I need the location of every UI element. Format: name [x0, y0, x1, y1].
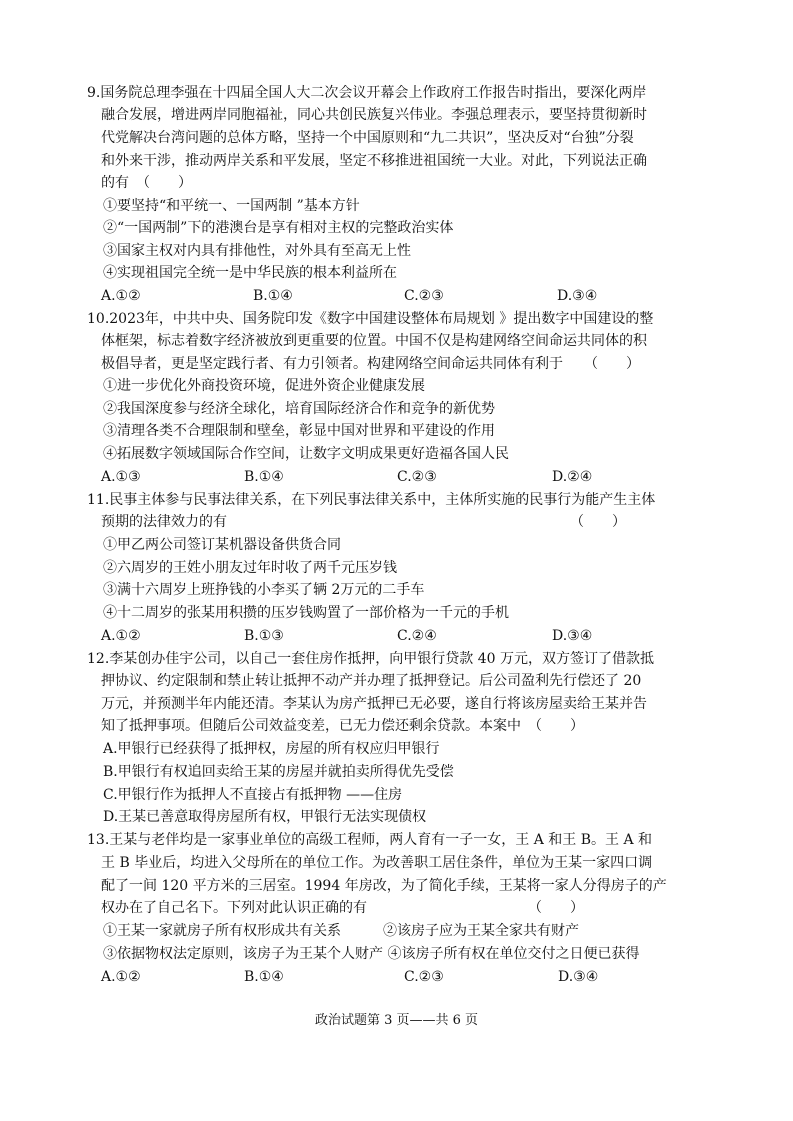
choice-c: C.②③: [397, 469, 437, 485]
question-11-statement: ②六周岁的王姓小朋友过年时收了两千元压岁钱: [103, 560, 397, 576]
choice-d: D.③④: [557, 288, 598, 304]
question-10-statement: ①进一步优化外商投资环境，促进外资企业健康发展: [103, 378, 425, 394]
choice-c: C.②③: [404, 288, 444, 304]
choice-a: A.①②: [101, 628, 141, 644]
choice-b: B.①④: [244, 969, 284, 985]
question-11-statement: ④十二周岁的张某用积攒的压岁钱购置了一部价格为一千元的手机: [103, 605, 509, 621]
choice-d: D.③④: [558, 969, 599, 985]
question-11-statement: ③满十六周岁上班挣钱的小李买了辆 2万元的二手车: [103, 582, 425, 598]
choice-d: D.③④: [552, 628, 593, 644]
question-9-statement: ③国家主权对内具有排他性，对外具有至高无上性: [103, 243, 411, 259]
question-9-statement: ②“一国两制”下的港澳台是享有相对主权的完整政治实体: [103, 220, 454, 236]
question-13-stem-line: 权办在了自己名下。下列对此认识正确的有 （ ）: [101, 900, 584, 916]
choice-d: D.②④: [552, 469, 593, 485]
question-9-stem-line: 的有 （ ）: [101, 175, 192, 191]
question-10-stem-line: 极倡导者，更是坚定践行者、有力引领者。构建网络空间命运共同体有利于 （ ）: [101, 356, 640, 372]
choice-b: B.①④: [244, 469, 284, 485]
question-12-option-a: A.甲银行已经获得了抵押权，房屋的所有权应归甲银行: [103, 741, 440, 757]
question-10-statement: ④拓展数字领域国际合作空间，让数字文明成果更好造福各国人民: [103, 446, 509, 462]
question-11-stem-line: 预期的法律效力的有 （ ）: [101, 514, 626, 530]
question-13-stem-line: 13.王某与老伴均是一家事业单位的高级工程师，两人育有一子一女，王 A 和王 B。王 A 和: [87, 832, 653, 848]
question-10-choices: [101, 467, 621, 487]
choice-a: A.①②: [101, 969, 141, 985]
question-9-stem-line: 9.国务院总理李强在十四届全国人大二次会议开幕会上作政府工作报告时指出，要深化两岸: [87, 85, 647, 101]
question-13-statement-line: ③依据物权法定原则，该房子为王某个人财产 ④该房子所有权在单位交付之日便已获得: [103, 946, 640, 962]
question-10-statement: ②我国深度参与经济全球化，培育国际经济合作和竞争的新优势: [103, 401, 495, 417]
question-12-option-d: D.王某已善意取得房屋所有权，甲银行无法实现债权: [103, 809, 427, 825]
question-13-stem-line: 配了一间 120 平方米的三居室。1994 年房改，为了简化手续，王某将一家人分得房子的产: [101, 878, 667, 894]
question-9-choices: [101, 286, 621, 306]
choice-c: C.②④: [397, 628, 437, 644]
question-12-option-b: B.甲银行有权追回卖给王某的房屋并就拍卖所得优先受偿: [103, 764, 454, 780]
question-9-stem-line: 和外来干涉，推动两岸关系和平发展，坚定不移推进祖国统一大业。对此，下列说法正确: [101, 153, 647, 169]
question-11-choices: [101, 626, 621, 646]
question-9-statement: ④实现祖国完全统一是中华民族的根本利益所在: [103, 265, 397, 281]
question-12-stem-line: 押协议、约定限制和禁止转让抵押不动产并办理了抵押登记。后公司盈利先行偿还了 20: [101, 673, 642, 689]
choice-b: B.①③: [244, 628, 284, 644]
question-10-statement: ③清理各类不合理限制和壁垒，彰显中国对世界和平建设的作用: [103, 423, 495, 439]
question-10-stem-line: 体框架，标志着数字经济被放到更重要的位置。中国不仅是构建网络空间命运共同体的积: [101, 333, 647, 349]
question-12-stem-line: 万元，并预测半年内能还清。李某认为房产抵押已无必要，遂自行将该房屋卖给王某并告: [101, 696, 647, 712]
question-13-statement-line: ①王某一家就房子所有权形成共有关系 ②该房子应为王某全家共有财产: [103, 923, 579, 939]
question-13-stem-line: 王 B 毕业后，均进入父母所在的单位工作。为改善职工居住条件，单位为王某一家四口调: [101, 855, 653, 871]
choice-b: B.①④: [253, 288, 293, 304]
question-11-statement: ①甲乙两公司签订某机器设备供货合同: [103, 537, 341, 553]
question-13-choices: [101, 967, 621, 987]
question-12-stem-line: 12.李某创办佳宇公司，以自己一套住房作抵押，向甲银行贷款 40 万元，双方签订了借款抵: [87, 651, 654, 667]
choice-c: C.②③: [404, 969, 444, 985]
question-11-stem-line: 11.民事主体参与民事法律关系，在下列民事法律关系中，主体所实施的民事行为能产生主体: [87, 492, 656, 508]
choice-a: A.①②: [101, 288, 141, 304]
question-12-option-c: C.甲银行作为抵押人不直接占有抵押物 ——住房: [103, 787, 403, 803]
question-9-stem-line: 代党解决台湾问题的总体方略，坚持一个中国原则和“九二共识”，坚决反对“台独”分裂: [101, 130, 634, 146]
page-footer: 政治试题第 3 页——共 6 页: [314, 1013, 479, 1028]
question-9-stem-line: 融合发展，增进两岸同胞福祉，同心共创民族复兴伟业。李强总理表示，要坚持贯彻新时: [101, 107, 647, 123]
choice-a: A.①③: [101, 469, 141, 485]
question-12-stem-line: 知了抵押事项。但随后公司效益变差，已无力偿还剩余贷款。本案中 （ ）: [101, 718, 584, 734]
question-10-stem-line: 10.2023年，中共中央、国务院印发《数字中国建设整体布局规划 》提出数字中国建设的整: [87, 311, 654, 327]
question-9-statement: ①要坚持“和平统一、一国两制 ”基本方针: [103, 198, 360, 214]
